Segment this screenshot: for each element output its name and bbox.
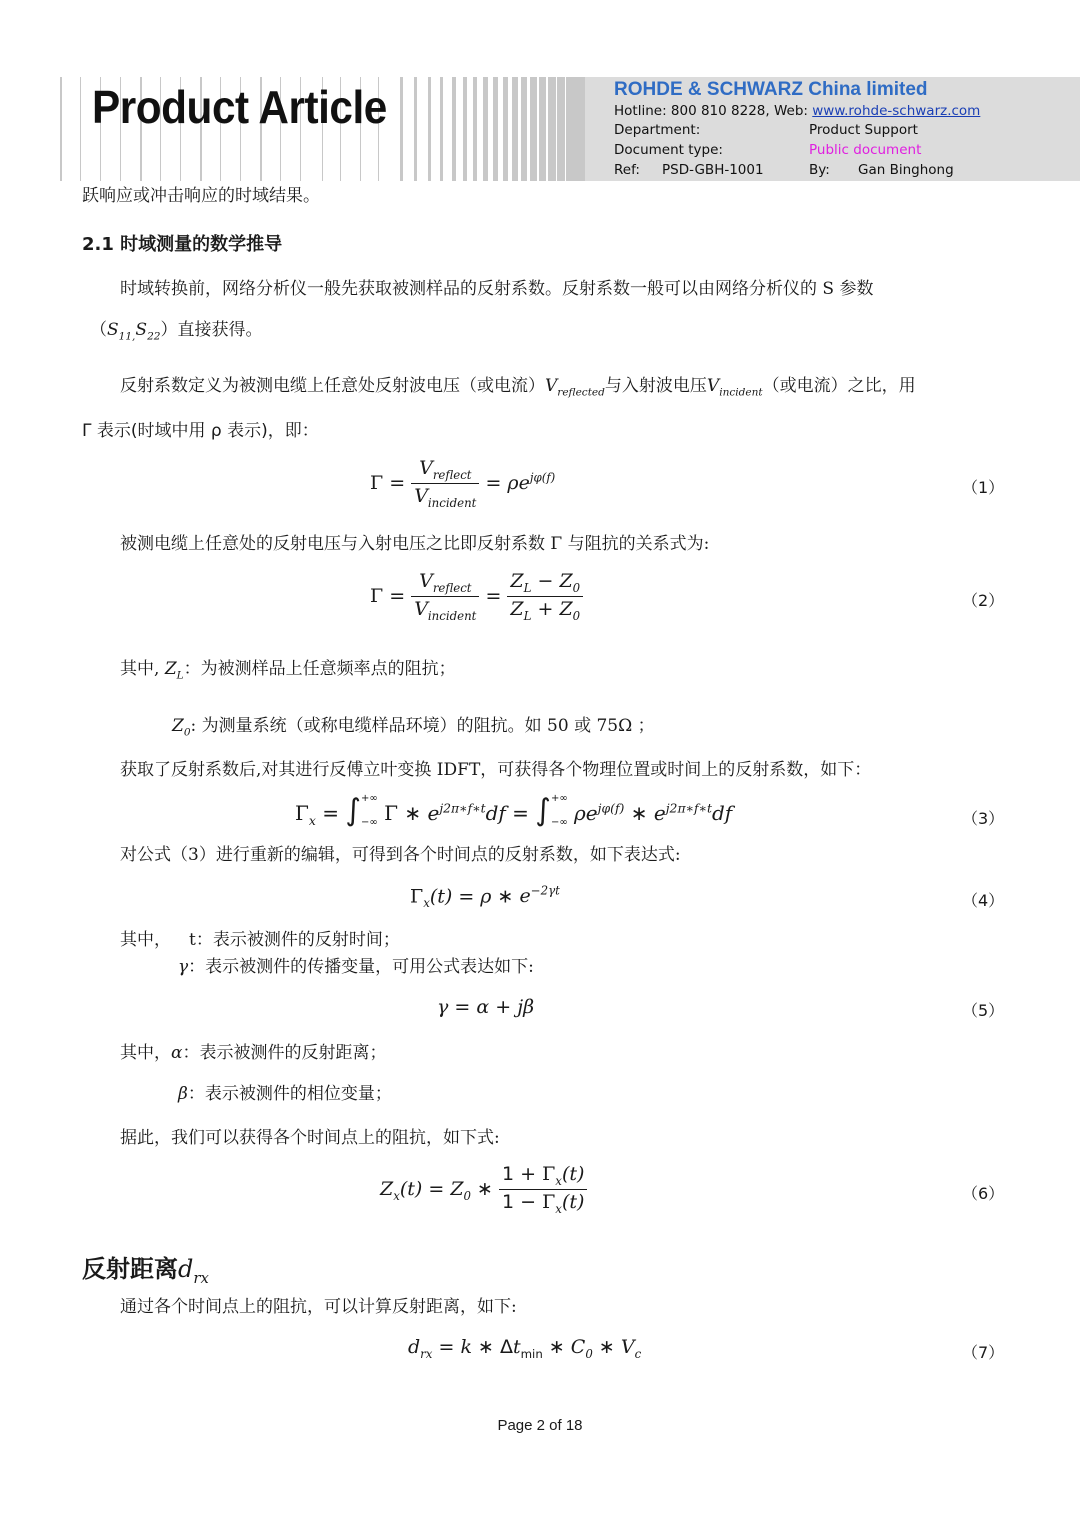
equation-number-5: （5） — [962, 1001, 1005, 1020]
equation-1: Γ = $\frac{V_{reflect}}{V_{incident}}$ = $\rho e^{j\varphi(f)}$ — [370, 457, 556, 510]
paragraph-1a: 时域转换前，网络分析仪一般先获取被测样品的反射系数。反射系数一般可以由网络分析仪的 S 参数 — [120, 279, 874, 299]
company-name: ROHDE & SCHWARZ China limited — [614, 79, 928, 100]
p10-prefix: 其中， — [120, 1043, 171, 1063]
v-reflected-symbol: $V_{reflected}$ — [545, 376, 605, 399]
page-title: Product Article — [92, 81, 387, 133]
drx-symbol: $d_{rx}$ — [178, 1255, 209, 1287]
paragraph-4 — [120, 657, 456, 687]
v-incident-symbol: $V_{incident}$ — [706, 376, 763, 399]
page-number: Page 2 of 18 — [497, 1417, 583, 1434]
equation-4: $\Gamma_x(t) = \rho$ ∗ $e^{-2\gamma t}$ — [410, 884, 560, 911]
paragraph-1b — [90, 318, 262, 348]
section-heading-2-1: 2.1 时域测量的数学推导 — [82, 234, 283, 255]
p8-text: t：表示被测件的反射时间； — [189, 930, 400, 950]
website-link[interactable]: www.rohde-schwarz.com — [812, 103, 981, 119]
ref-label: Ref: — [614, 162, 640, 178]
paragraph-6: 获取了反射系数后,对其进行反傅立叶变换 IDFT，可获得各个物理位置或时间上的反射系数，如下： — [120, 760, 872, 780]
paren-open: （ — [90, 320, 107, 340]
equation-number-4: （4） — [962, 891, 1005, 910]
equation-number-6: （6） — [962, 1184, 1005, 1203]
equation-number-2: （2） — [962, 591, 1005, 610]
hotline-text: Hotline: 800 810 8228, Web: — [614, 103, 808, 119]
paragraph-3: 被测电缆上任意处的反射电压与入射电压之比即反射系数 Γ 与阻抗的关系式为: — [120, 534, 710, 554]
alpha-symbol: α — [171, 1043, 183, 1063]
beta-symbol: β — [178, 1084, 188, 1104]
paragraph-13: 通过各个时间点上的阻抗，可以计算反射距离，如下: — [120, 1297, 517, 1317]
z0-symbol: $Z_0$ — [172, 716, 191, 739]
gamma-symbol: γ — [178, 957, 189, 977]
section-heading-reflect-distance — [82, 1249, 209, 1287]
paragraph-2b: Γ 表示(时域中用 ρ 表示)，即： — [82, 421, 319, 441]
paragraph-1b-tail: ）直接获得。 — [160, 320, 263, 340]
paragraph-9 — [178, 955, 534, 979]
equation-7: $d_{rx} = k$ ∗ $\Delta t_{min}$ ∗ $C_0$ ∗ $V_c$ — [408, 1336, 642, 1361]
equation-3: $\Gamma_x$ = ∫+∞ −∞ Γ ∗ $e^{j2\pi∗f∗t}df$ = ∫+∞ −∞ $\rho e^{j\varphi(f)}$ ∗ $e^{j2\pi∗f∗t}df$ — [295, 793, 733, 828]
equation-2: Γ = $\frac{V_{reflect}}{V_{incident}}$ = $\frac{Z_L - Z_0}{Z_L + Z_0}$ — [370, 570, 583, 623]
paragraph-8 — [120, 928, 400, 952]
p10-text: ：表示被测件的反射距离； — [182, 1043, 387, 1063]
equation-number-7: （7） — [962, 1343, 1005, 1362]
doctype-label: Document type: — [614, 142, 723, 158]
paragraph-intro: 跃响应或冲击响应的时域结果。 — [82, 186, 320, 206]
zl-symbol: $Z_L$ — [164, 659, 184, 682]
paragraph-5 — [172, 714, 655, 744]
paragraph-2a — [120, 374, 916, 404]
department-value: Product Support — [809, 122, 918, 138]
p8-prefix: 其中， — [120, 930, 171, 950]
equation-6: $Z_x(t) = Z_0$ ∗ $\frac{1 + \Gamma_x(t)}{1 - \Gamma_x(t)}$ — [380, 1163, 587, 1216]
p2-part1: 反射系数定义为被测电缆上任意处反射波电压（或电流） — [120, 376, 545, 396]
p11-text: ：表示被测件的相位变量； — [187, 1084, 392, 1104]
section-reflect-text: 反射距离 — [82, 1255, 178, 1283]
p2-part2: 与入射波电压 — [604, 376, 707, 396]
paragraph-10 — [120, 1041, 386, 1065]
p5-text: : 为测量系统（或称电缆样品环境）的阻抗。如 50 或 75Ω ； — [190, 716, 655, 736]
p4-prefix: 其中, — [120, 659, 160, 679]
equation-5: γ = α + jβ — [437, 996, 535, 1018]
paragraph-11 — [178, 1082, 392, 1106]
s11-s22-symbols: $S_{11,}S_{22}$ — [107, 320, 161, 343]
by-value: Gan Binghong — [858, 162, 954, 178]
p9-text: ：表示被测件的传播变量，可用公式表达如下: — [188, 957, 534, 977]
equation-number-3: （3） — [962, 809, 1005, 828]
paragraph-7: 对公式（3）进行重新的编辑，可得到各个时间点的反射系数，如下表达式: — [120, 845, 681, 865]
hotline-line — [614, 103, 980, 119]
ref-value: PSD-GBH-1001 — [662, 162, 764, 178]
p4-text: ：为被测样品上任意频率点的阻抗； — [183, 659, 456, 679]
by-label: By: — [809, 162, 830, 178]
paragraph-12: 据此，我们可以获得各个时间点上的阻抗，如下式: — [120, 1128, 500, 1148]
equation-number-1: （1） — [962, 478, 1005, 497]
department-label: Department: — [614, 122, 701, 138]
p2-part3: （或电流）之比，用 — [762, 376, 916, 396]
doctype-value: Public document — [809, 142, 922, 158]
